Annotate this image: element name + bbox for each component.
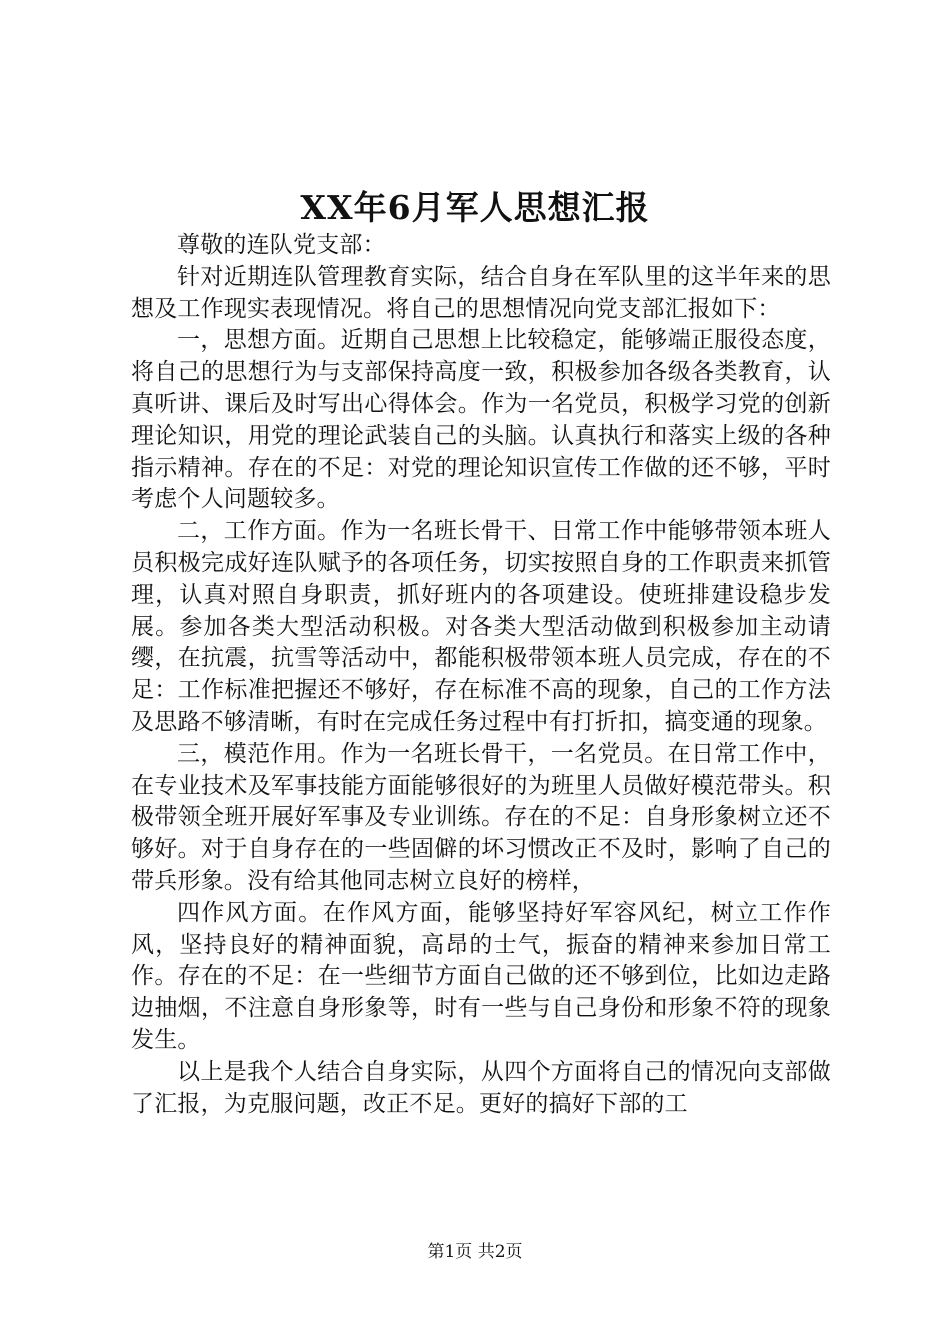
paragraph-style: 四作风方面。在作风方面，能够坚持好军容风纪，树立工作作风，坚持良好的精神面貌，高昂的士气，振奋的精神来参加日常工作。存在的不足：在一些细节方面自己做的还不够到位，比如边走路边抽烟，不注意自身形象等，时有一些与自己身份和形象不符的现象发生。 xyxy=(131,899,831,1053)
page-footer: 第1页 共2页 xyxy=(427,1242,523,1262)
paragraph-work: 二，工作方面。作为一名班长骨干、日常工作中能够带领本班人员积极完成好连队赋予的各项任务，切实按照自身的工作职责来抓管理，认真对照自身职责，抓好班内的各项建设。使班排建设稳步发展。参加各类大型活动积极。对各类大型活动做到积极参加主动请缨，在抗震，抗雪等活动中，都能积极带领本班人员完成，存在的不足：工作标准把握还不够好，存在标准不高的现象，自己的工作方法及思路不够清晰，有时在完成任务过程中有打折扣，搞变通的现象。 xyxy=(131,518,831,735)
paragraph-intro: 针对近期连队管理教育实际，结合自身在军队里的这半年来的思想及工作现实表现情况。将自己的思想情况向党支部汇报如下： xyxy=(131,263,831,322)
salutation: 尊敬的连队党支部： xyxy=(177,232,386,258)
paragraph-model-role: 三，模范作用。作为一名班长骨干，一名党员。在日常工作中，在专业技术及军事技能方面能够很好的为班里人员做好模范带头。积极带领全班开展好军事及专业训练。存在的不足：自身形象树立还不够好。对于自身存在的一些固僻的坏习惯改正不及时，影响了自己的带兵形象。没有给其他同志树立良好的榜样， xyxy=(131,740,831,894)
paragraph-thought: 一，思想方面。近期自己思想上比较稳定，能够端正服役态度，将自己的思想行为与支部保持高度一致，积极参加各级各类教育，认真听讲、课后及时写出心得体会。作为一名党员，积极学习党的创新理论知识，用党的理论武装自己的头脑。认真执行和落实上级的各种指示精神。存在的不足：对党的理论知识宣传工作做的还不够，平时考虑个人问题较多。 xyxy=(131,327,831,513)
paragraph-conclusion: 以上是我个人结合自身实际，从四个方面将自己的情况向支部做了汇报，为克服问题，改正不足。更好的搞好下部的工 xyxy=(131,1058,831,1117)
document-title: XX年6月军人思想汇报 xyxy=(300,188,650,227)
document-body xyxy=(131,230,831,1120)
